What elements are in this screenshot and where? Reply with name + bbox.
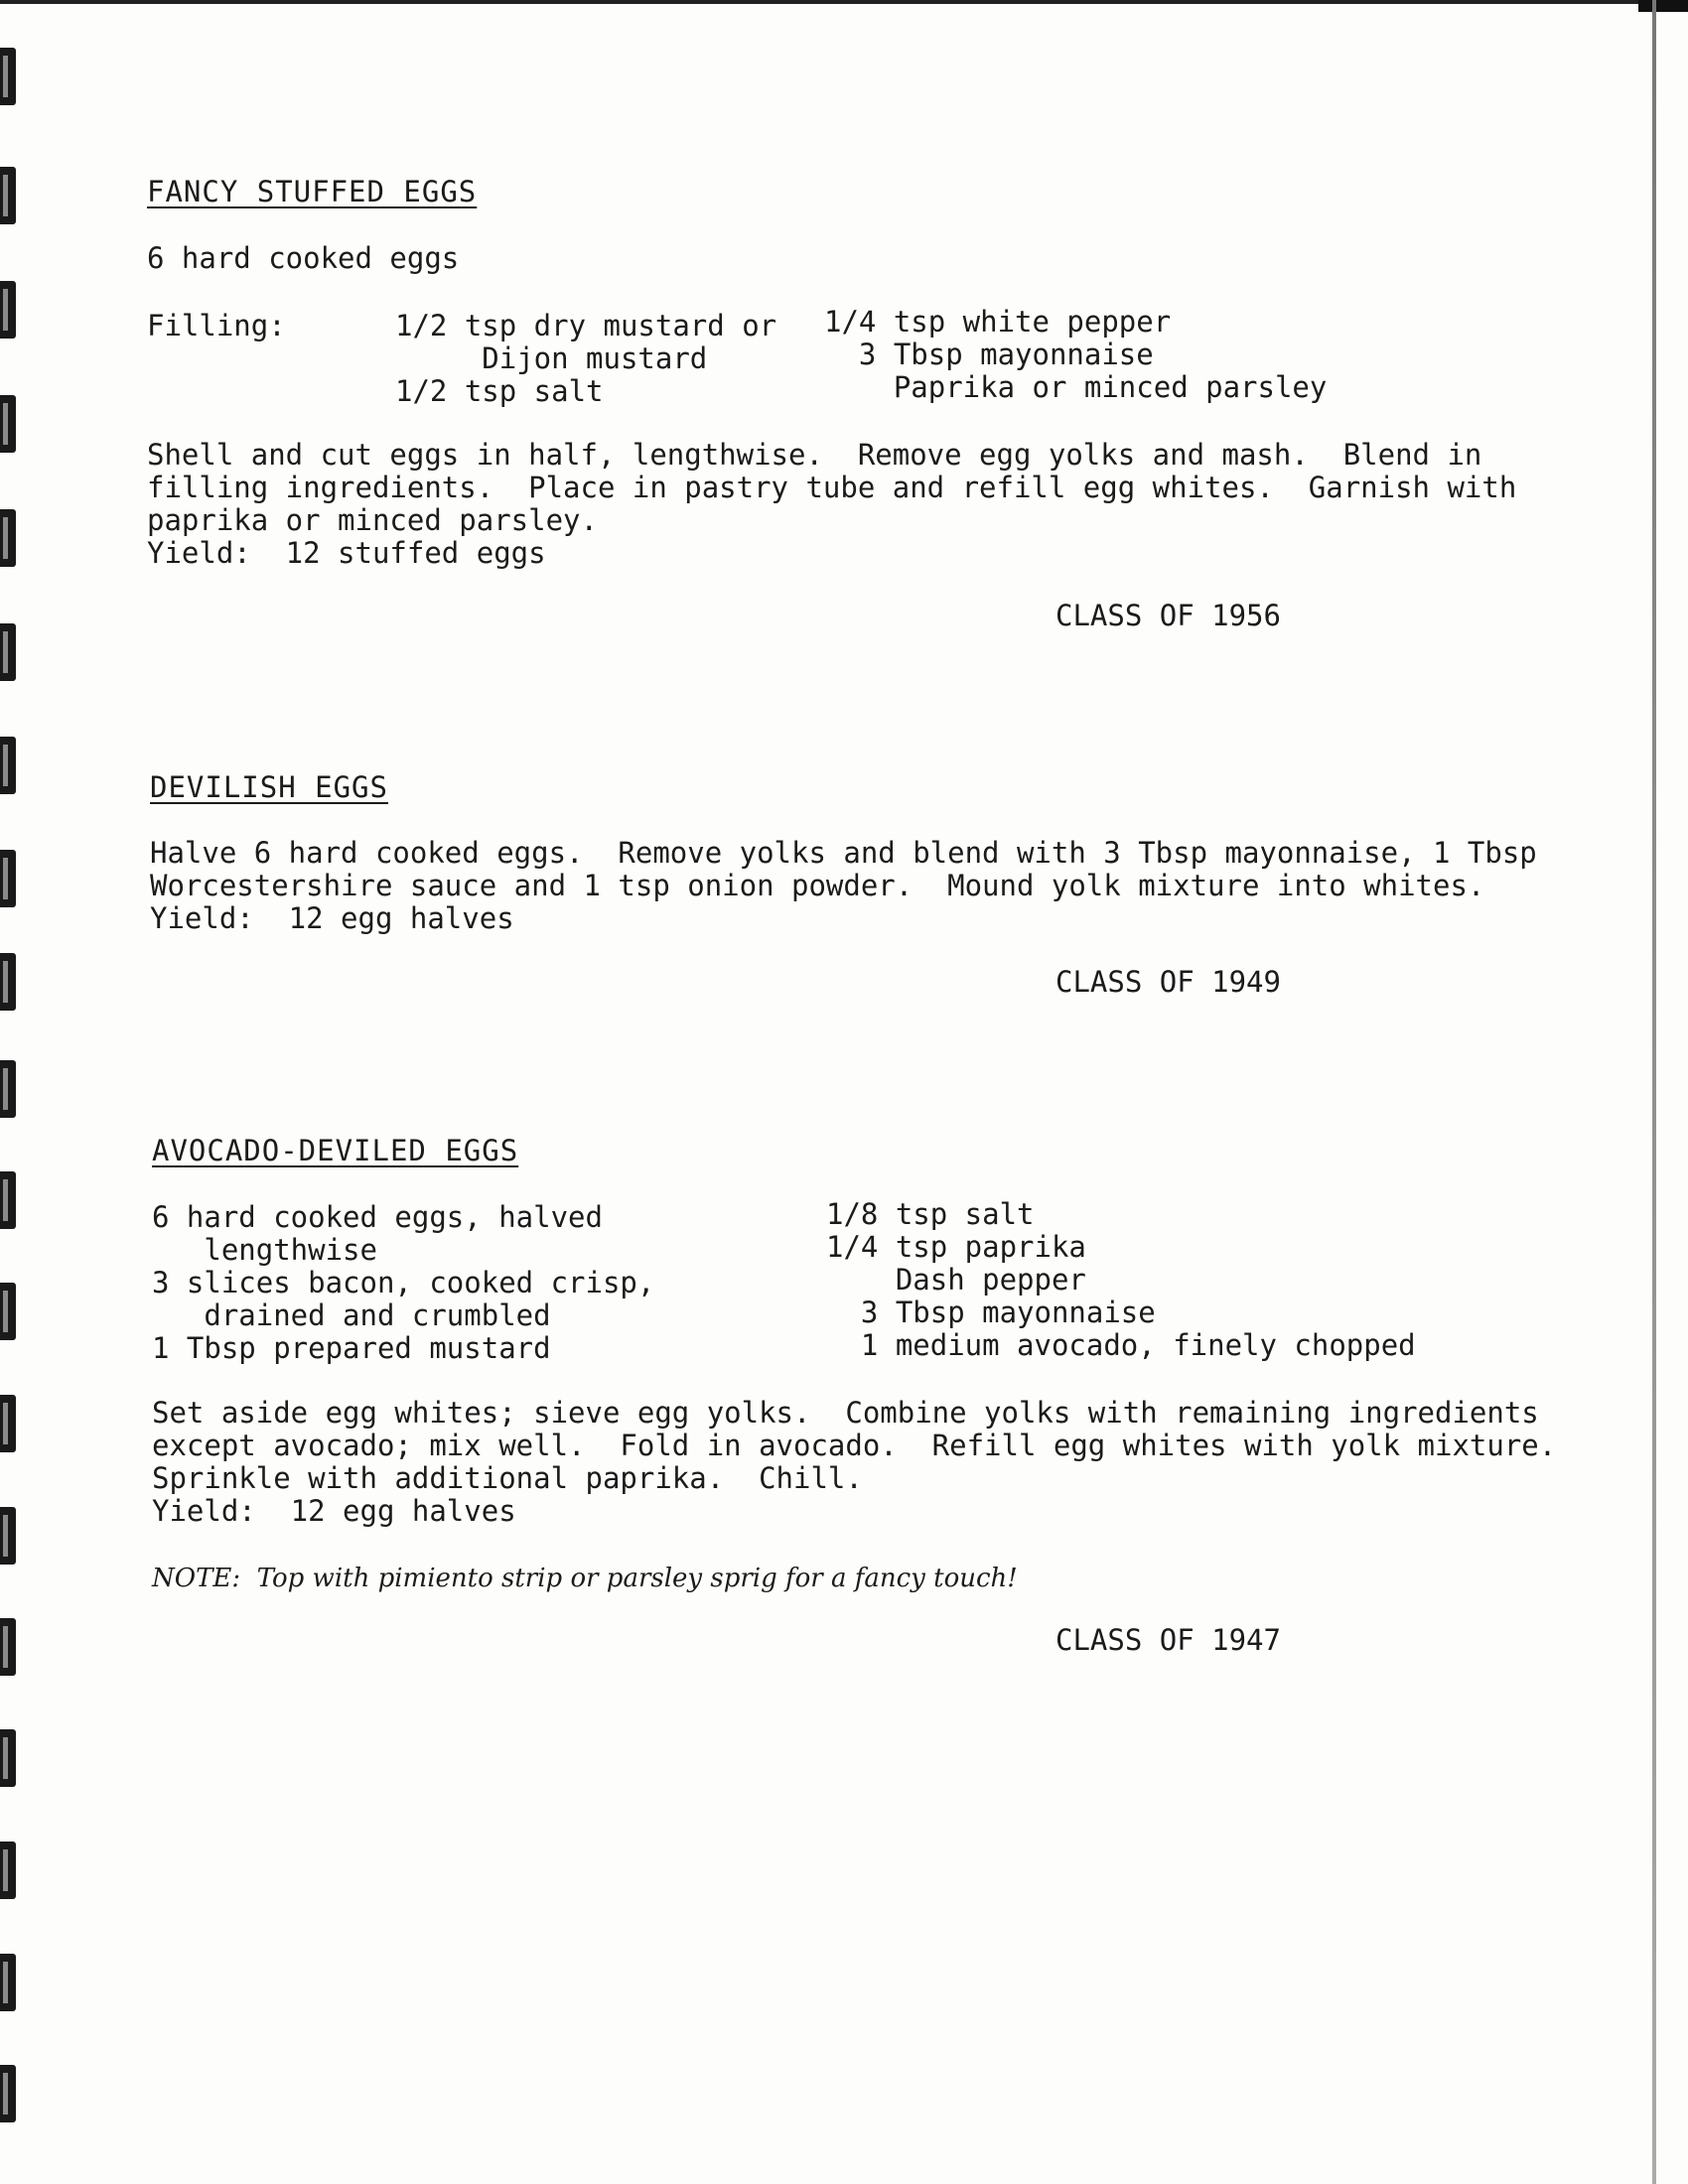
binding-hole (0, 1507, 16, 1565)
recipe-yield: Yield: 12 stuffed eggs (147, 536, 546, 570)
binding-hole (0, 1618, 16, 1676)
recipe-yield: Yield: 12 egg halves (152, 1494, 516, 1528)
class-credit: CLASS OF 1947 (1055, 1623, 1281, 1657)
class-credit: CLASS OF 1956 (1055, 599, 1281, 632)
directions-line: Shell and cut eggs in half, lengthwise. Remove egg yolks and mash. Blend in (147, 438, 1482, 472)
ingredient-line: 1/8 tsp salt (826, 1197, 1035, 1231)
ingredient-line: 1 medium avocado, finely chopped (826, 1328, 1416, 1362)
ingredient-line: Dijon mustard (395, 341, 708, 375)
ingredient-line: 1 Tbsp prepared mustard (152, 1331, 551, 1365)
ingredient-line: 1/2 tsp dry mustard or (395, 309, 777, 342)
binding-hole (0, 623, 16, 681)
ingredient-line: lengthwise (152, 1233, 377, 1267)
binding-hole (0, 2065, 16, 2122)
binding-hole (0, 1283, 16, 1340)
directions-line: except avocado; mix well. Fold in avocado. Refill egg whites with yolk mixture. (152, 1429, 1557, 1462)
ingredient-line: 1/4 tsp white pepper (824, 305, 1172, 339)
ingredient-line: 3 Tbsp mayonnaise (826, 1296, 1156, 1329)
directions-line: filling ingredients. Place in pastry tube and refill egg whites. Garnish with (147, 471, 1517, 504)
recipe-yield: Yield: 12 egg halves (150, 901, 514, 935)
binding-hole (0, 737, 16, 794)
ingredient-line: Dash pepper (826, 1263, 1086, 1297)
page-top-edge (0, 0, 1688, 4)
ingredient-line: 6 hard cooked eggs, halved (152, 1200, 603, 1234)
recipe-intro: 6 hard cooked eggs (147, 241, 460, 275)
binding-hole (0, 167, 16, 224)
binding-hole (0, 509, 16, 567)
binding-hole (0, 48, 16, 105)
ingredient-line: drained and crumbled (152, 1298, 551, 1332)
page-right-edge (1652, 0, 1656, 2184)
filling-label: Filling: (147, 309, 286, 342)
recipe-title: FANCY STUFFED EGGS (147, 175, 478, 208)
binding-hole (0, 1842, 16, 1899)
recipe-title: AVOCADO-DEVILED EGGS (152, 1134, 519, 1167)
binding-hole (0, 281, 16, 339)
binding-hole (0, 395, 16, 453)
binding-hole (0, 1954, 16, 2011)
recipe-title: DEVILISH EGGS (150, 770, 388, 804)
ingredient-line: 1/4 tsp paprika (826, 1230, 1086, 1264)
directions-line: paprika or minced parsley. (147, 503, 598, 537)
recipe-note: NOTE: Top with pimiento strip or parsley sprig for a fancy touch! (152, 1564, 1018, 1593)
class-credit: CLASS OF 1949 (1055, 965, 1281, 999)
ingredient-line: Paprika or minced parsley (824, 370, 1328, 404)
ingredient-line: 1/2 tsp salt (395, 374, 604, 408)
binding-hole (0, 850, 16, 907)
binding-hole (0, 1729, 16, 1787)
binding-hole (0, 953, 16, 1011)
spiral-binding (0, 0, 30, 2184)
page-corner-shadow (1638, 0, 1688, 12)
directions-line: Halve 6 hard cooked eggs. Remove yolks and blend with 3 Tbsp mayonnaise, 1 Tbsp (150, 836, 1537, 870)
binding-hole (0, 1395, 16, 1452)
binding-hole (0, 1060, 16, 1118)
ingredient-line: 3 Tbsp mayonnaise (824, 338, 1154, 371)
ingredient-line: 3 slices bacon, cooked crisp, (152, 1266, 655, 1299)
directions-line: Sprinkle with additional paprika. Chill. (152, 1461, 863, 1495)
directions-line: Set aside egg whites; sieve egg yolks. Combine yolks with remaining ingredients (152, 1396, 1539, 1430)
binding-hole (0, 1171, 16, 1229)
directions-line: Worcestershire sauce and 1 tsp onion powder. Mound yolk mixture into whites. (150, 869, 1485, 902)
